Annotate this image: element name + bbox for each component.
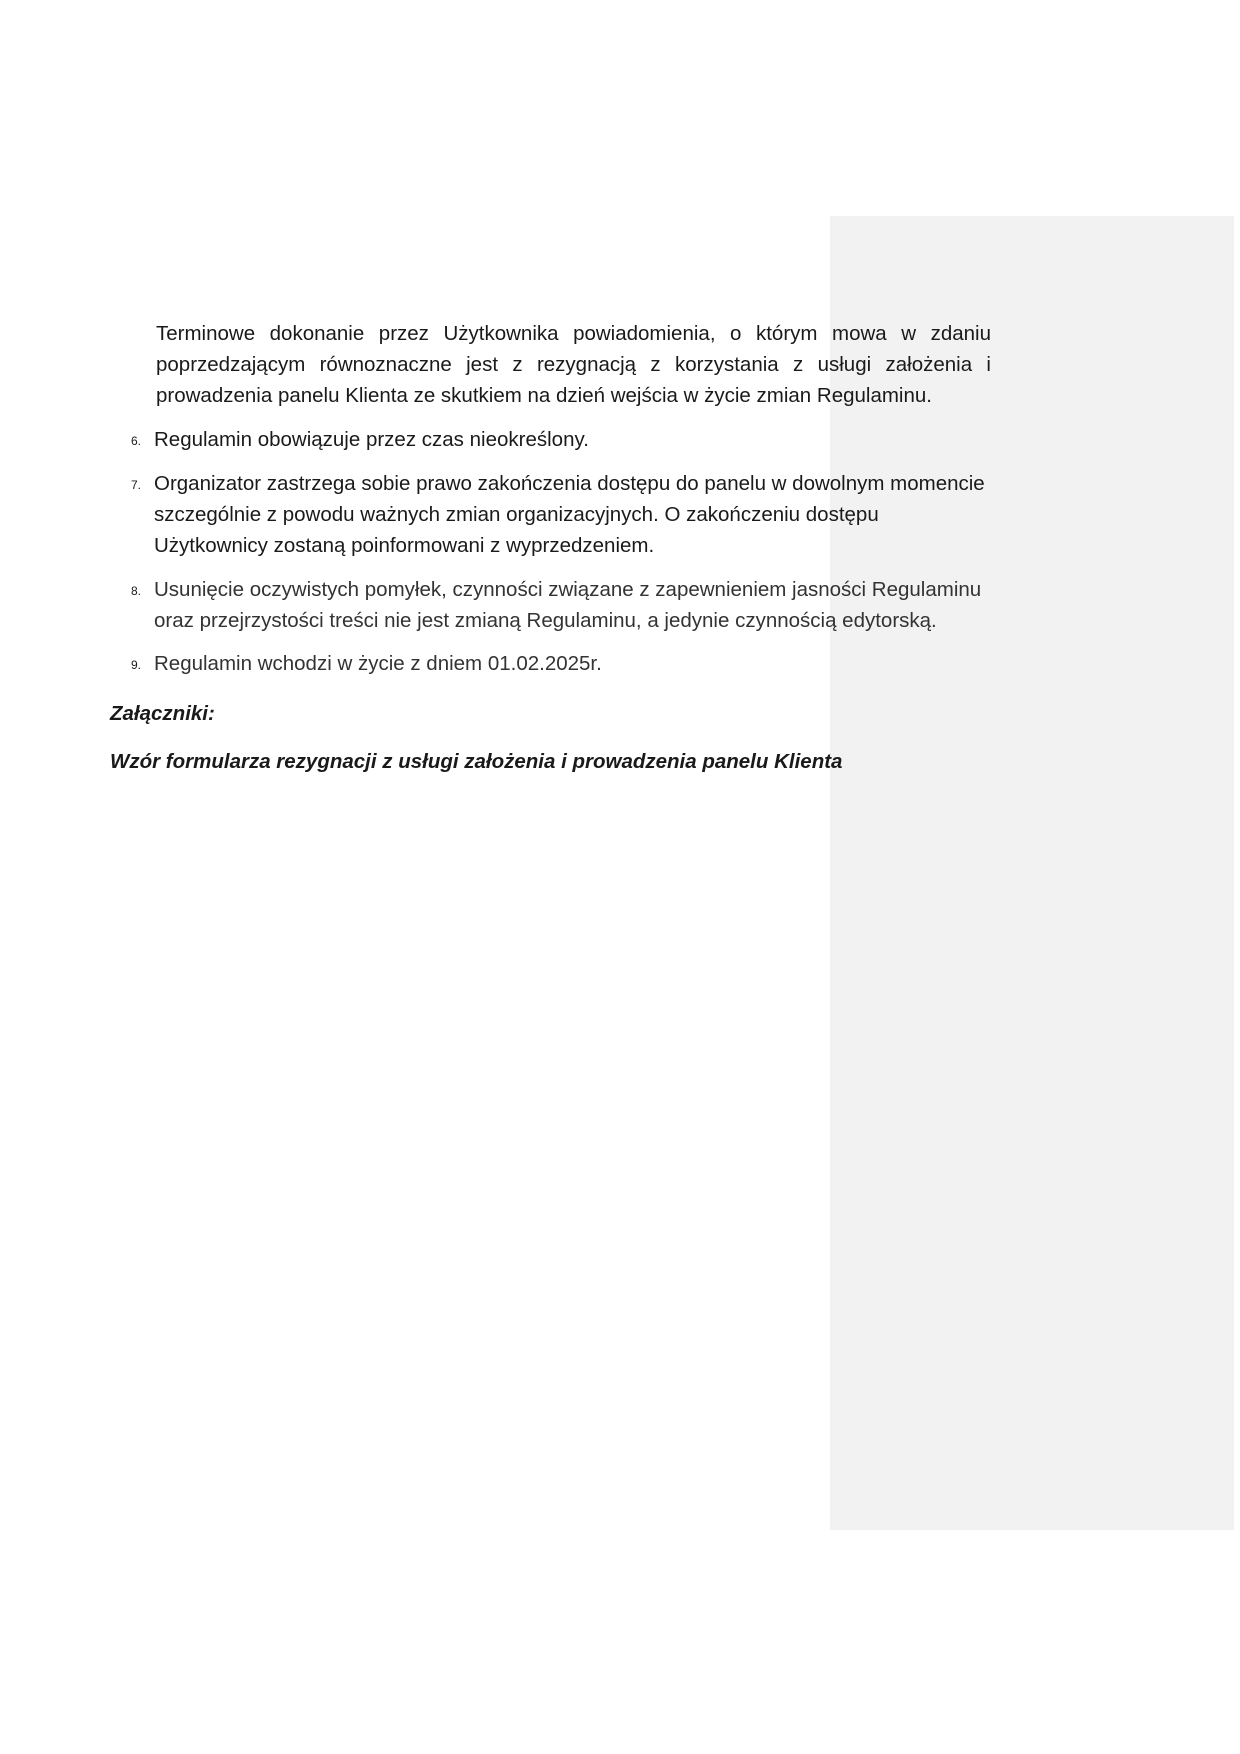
list-number: 7. bbox=[131, 478, 142, 492]
continuation-line-2: poprzedzającym równoznaczne jest z rezygnacją z korzystania z usługi założenia i bbox=[156, 353, 991, 376]
list-item-line: Regulamin wchodzi w życie z dniem 01.02.2025r. bbox=[154, 652, 602, 675]
list-number: 6. bbox=[131, 434, 142, 448]
list-item-line: Usunięcie oczywistych pomyłek, czynności związane z zapewnieniem jasności Regulaminu bbox=[154, 578, 982, 601]
continuation-line-1: Terminowe dokonanie przez Użytkownika powiadomienia, o którym mowa w zdaniu bbox=[156, 322, 991, 345]
list-item-line: oraz przejrzystości treści nie jest zmianą Regulaminu, a jedynie czynnością edytorską. bbox=[154, 609, 937, 632]
list-item-line: Regulamin obowiązuje przez czas nieokreślony. bbox=[154, 428, 589, 451]
attachments-heading: Załączniki: bbox=[110, 702, 215, 725]
attachment-title: Wzór formularza rezygnacji z usługi założenia i prowadzenia panelu Klienta bbox=[110, 750, 843, 773]
list-item-line: Użytkownicy zostaną poinformowani z wyprzedzeniem. bbox=[154, 534, 655, 557]
list-number: 8. bbox=[131, 584, 142, 598]
list-item-line: Organizator zastrzega sobie prawo zakończenia dostępu do panelu w dowolnym momencie bbox=[154, 472, 985, 495]
list-number: 9. bbox=[131, 658, 142, 672]
continuation-line-3: prowadzenia panelu Klienta ze skutkiem na dzień wejścia w życie zmian Regulaminu. bbox=[156, 384, 932, 407]
list-item-line: szczególnie z powodu ważnych zmian organizacyjnych. O zakończeniu dostępu bbox=[154, 503, 879, 526]
